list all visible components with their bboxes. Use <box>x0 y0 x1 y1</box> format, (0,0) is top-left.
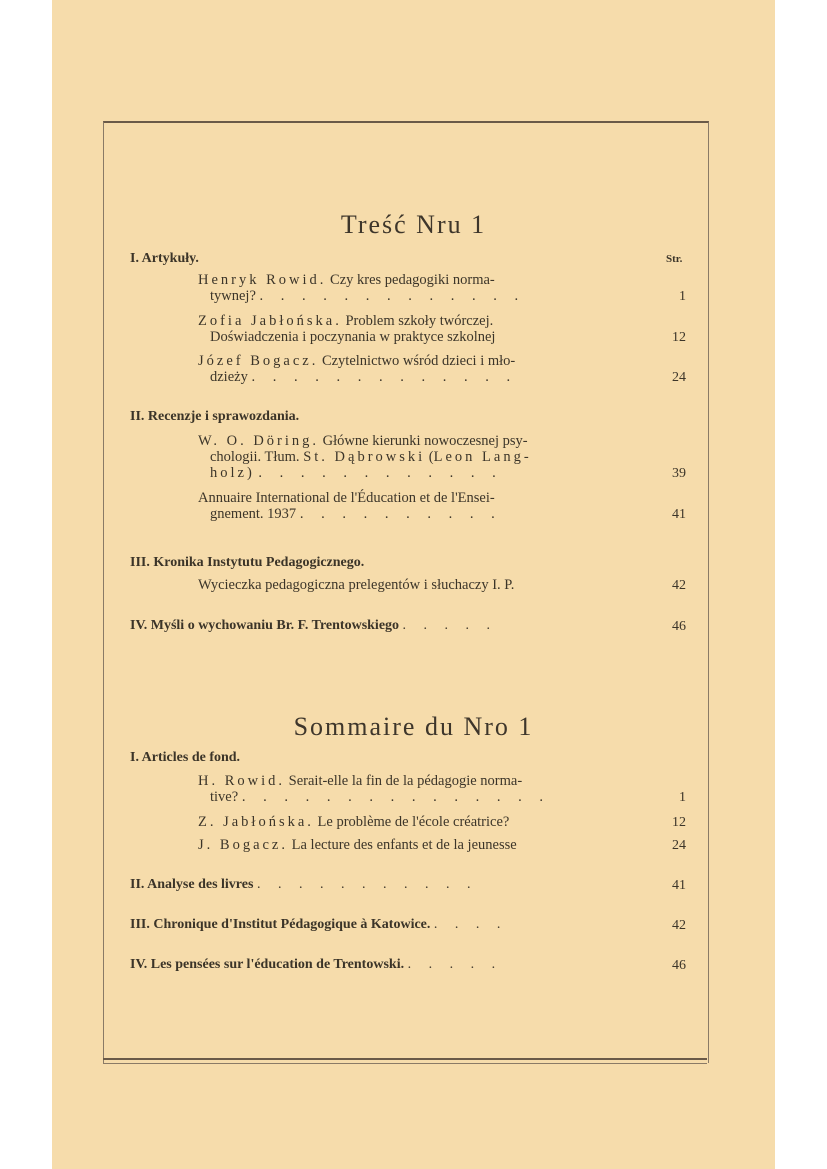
toc-entry-fr-rowid-line2: tive? . . . . . . . . . . . . . . . <box>210 789 550 805</box>
section-heading-fr-1: I. Articles de fond. <box>130 750 241 765</box>
section-heading-fr-2: II. Analyse des livres . . . . . . . . . . . <box>130 877 478 892</box>
section-heading-pl-4: IV. Myśli o wychowaniu Br. F. Trentowskiego . . . . . <box>130 618 498 633</box>
author-name: W. O. Döring. <box>198 433 320 449</box>
toc-entry-pl-rowid-line2: tywnej? . . . . . . . . . . . . . <box>210 288 526 304</box>
toc-entry-pl-rowid-line1: Henryk Rowid. Czy kres pedagogiki norma- <box>198 272 495 288</box>
page-column-label: Str. <box>666 253 683 265</box>
page-number: 24 <box>672 838 686 853</box>
page-number: 39 <box>672 466 686 481</box>
toc-entry-pl-jablonska-line2: Doświadczenia i poczynania w praktyce szkolnej <box>210 329 496 345</box>
author-name: Z. Jabłońska. <box>198 814 314 830</box>
page-number: 12 <box>672 330 686 345</box>
page-number: 46 <box>672 619 686 634</box>
toc-entry-fr-bogacz: J. Bogacz. La lecture des enfants et de la jeunesse <box>198 837 517 853</box>
section-heading-fr-3: III. Chronique d'Institut Pédagogique à Katowice. . . . . <box>130 917 508 932</box>
page-number: 41 <box>672 878 686 893</box>
author-name: Józef Bogacz. <box>198 353 319 369</box>
contents-title-fr: Sommaire du Nro 1 <box>293 712 534 741</box>
page-number: 1 <box>679 289 686 304</box>
frame-bottom-rule-thin <box>103 1063 707 1064</box>
page-number: 42 <box>672 918 686 933</box>
page-number: 41 <box>672 507 686 522</box>
page-number: 42 <box>672 578 686 593</box>
toc-entry-pl-wycieczka: Wycieczka pedagogiczna prelegentów i słuchaczy I. P. <box>198 577 515 593</box>
author-name: J. Bogacz. <box>198 837 288 853</box>
toc-entry-pl-bogacz-line1: Józef Bogacz. Czytelnictwo wśród dzieci i mło- <box>198 353 516 369</box>
page-number: 46 <box>672 958 686 973</box>
author-name: Zofia Jabłońska. <box>198 313 342 329</box>
frame-bottom-rule <box>103 1058 707 1060</box>
toc-entry-pl-annuaire-line1: Annuaire International de l'Éducation et de l'Ensei- <box>198 490 495 506</box>
toc-entry-pl-doring-line1: W. O. Döring. Główne kierunki nowoczesnej psy- <box>198 433 528 449</box>
toc-entry-pl-bogacz-line2: dzieży . . . . . . . . . . . . . <box>210 369 518 385</box>
section-heading-fr-4: IV. Les pensées sur l'éducation de Trentowski. . . . . . <box>130 957 503 972</box>
contents-title-pl: Treść Nru 1 <box>340 210 487 239</box>
author-name: Henryk Rowid. <box>198 272 327 288</box>
toc-entry-pl-doring-line2: chologii. Tłum. St. Dąbrowski (Leon Lang- <box>210 449 532 465</box>
toc-entry-fr-jablonska: Z. Jabłońska. Le problème de l'école créatrice? <box>198 814 510 830</box>
page-number: 12 <box>672 815 686 830</box>
page-number: 24 <box>672 370 686 385</box>
author-name: H. Rowid. <box>198 773 286 789</box>
toc-entry-pl-jablonska-line1: Zofia Jabłońska. Problem szkoły twórczej. <box>198 313 494 329</box>
section-heading-pl-2: II. Recenzje i sprawozdania. <box>130 409 300 424</box>
toc-entry-fr-rowid-line1: H. Rowid. Serait-elle la fin de la pédagogie norma- <box>198 773 523 789</box>
toc-entry-pl-annuaire-line2: gnement. 1937 . . . . . . . . . . <box>210 506 502 522</box>
section-heading-pl-1: I. Artykuły. <box>130 251 199 266</box>
toc-entry-pl-doring-line3: holz) . . . . . . . . . . . . <box>210 465 503 481</box>
section-heading-pl-3: III. Kronika Instytutu Pedagogicznego. <box>130 555 365 570</box>
page-number: 1 <box>679 790 686 805</box>
